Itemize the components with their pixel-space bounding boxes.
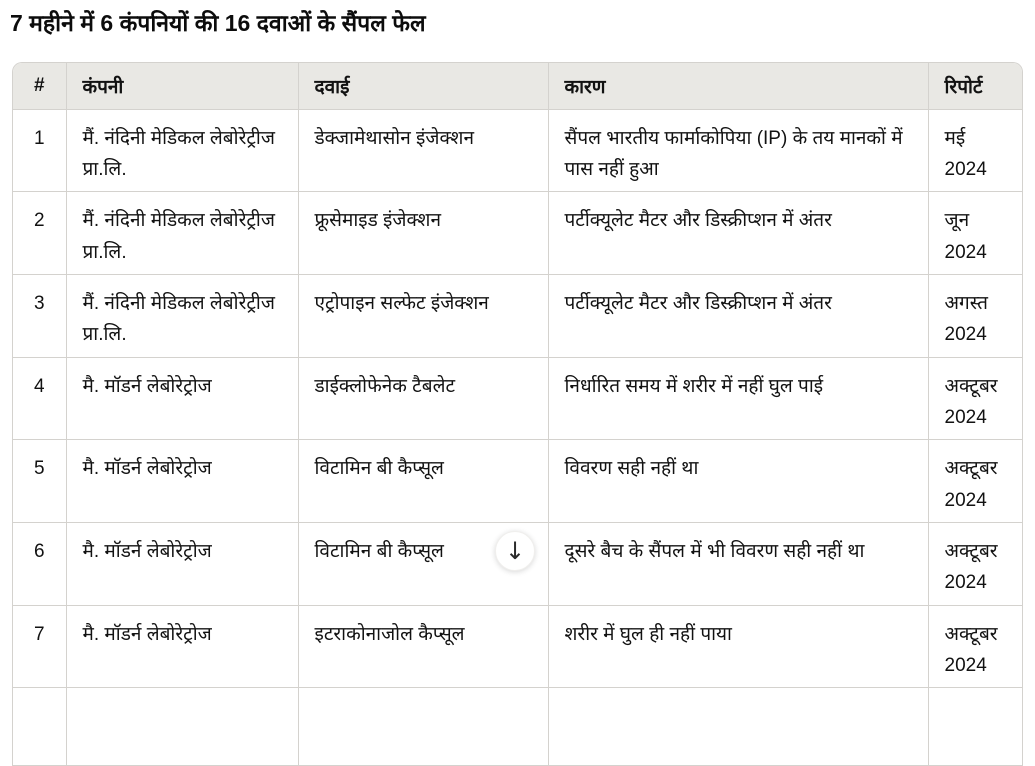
page-title: 7 महीने में 6 कंपनियों की 16 दवाओं के सैंपल फेल [10,10,426,36]
cell-report: जून 2024 [928,192,1023,275]
cell-report: मई 2024 [928,109,1023,192]
cell-num: 6 [13,522,66,605]
cell-report: अक्टूबर 2024 [928,357,1023,440]
data-table [13,63,1023,766]
table-row [13,605,1023,688]
table-row-partial [13,688,1023,766]
cell-num: 4 [13,357,66,440]
cell-company: मैं. नंदिनी मेडिकल लेबोरेट्रीज प्रा.लि. [66,192,298,275]
cell-reason: सैंपल भारतीय फार्माकोपिया (IP) के तय मानकों में पास नहीं हुआ [548,109,928,192]
column-header-reason: कारण [548,63,928,109]
scroll-down-button[interactable] [495,531,535,571]
drug-sample-table [12,62,1023,766]
cell-reason: शरीर में घुल ही नहीं पाया [548,605,928,688]
table-row [13,440,1023,523]
cell-drug: इटराकोनाजोल कैप्सूल [298,605,548,688]
cell-company: मै. मॉडर्न लेबोरेट्रोज [66,440,298,523]
cell-report [928,688,1023,766]
column-header-company: कंपनी [66,63,298,109]
cell-num: 3 [13,274,66,357]
cell-reason: विवरण सही नहीं था [548,440,928,523]
cell-num [13,688,66,766]
cell-company [66,688,298,766]
cell-report: अगस्त 2024 [928,274,1023,357]
table-row [13,274,1023,357]
cell-report: अक्टूबर 2024 [928,440,1023,523]
cell-company: मै. मॉडर्न लेबोरेट्रोज [66,522,298,605]
cell-reason: पर्टीक्यूलेट मैटर और डिस्क्रीप्शन में अंतर [548,192,928,275]
table-header-row [13,63,1023,109]
column-header-drug: दवाई [298,63,548,109]
cell-company: मै. मॉडर्न लेबोरेट्रोज [66,605,298,688]
cell-num: 2 [13,192,66,275]
cell-company: मैं. नंदिनी मेडिकल लेबोरेट्रीज प्रा.लि. [66,109,298,192]
cell-drug [298,688,548,766]
cell-company: मै. मॉडर्न लेबोरेट्रोज [66,357,298,440]
cell-report: अक्टूबर 2024 [928,605,1023,688]
cell-reason: दूसरे बैच के सैंपल में भी विवरण सही नहीं था [548,522,928,605]
cell-drug: एट्रोपाइन सल्फेट इंजेक्शन [298,274,548,357]
cell-drug: फ्रूसेमाइड इंजेक्शन [298,192,548,275]
cell-reason: पर्टीक्यूलेट मैटर और डिस्क्रीप्शन में अंतर [548,274,928,357]
cell-num: 5 [13,440,66,523]
column-header-num: # [13,63,66,109]
cell-reason: निर्धारित समय में शरीर में नहीं घुल पाई [548,357,928,440]
column-header-report: रिपोर्ट [928,63,1023,109]
down-arrow-icon: ↓ [504,537,526,565]
cell-num: 1 [13,109,66,192]
cell-drug: डेक्जामेथासोन इंजेक्शन [298,109,548,192]
cell-company: मैं. नंदिनी मेडिकल लेबोरेट्रीज प्रा.लि. [66,274,298,357]
cell-drug: विटामिन बी कैप्सूल [298,522,548,605]
cell-report: अक्टूबर 2024 [928,522,1023,605]
table-row [13,357,1023,440]
table-row [13,192,1023,275]
cell-reason [548,688,928,766]
cell-drug: विटामिन बी कैप्सूल [298,440,548,523]
table-row [13,109,1023,192]
cell-num: 7 [13,605,66,688]
cell-drug: डाईक्लोफेनेक टैबलेट [298,357,548,440]
